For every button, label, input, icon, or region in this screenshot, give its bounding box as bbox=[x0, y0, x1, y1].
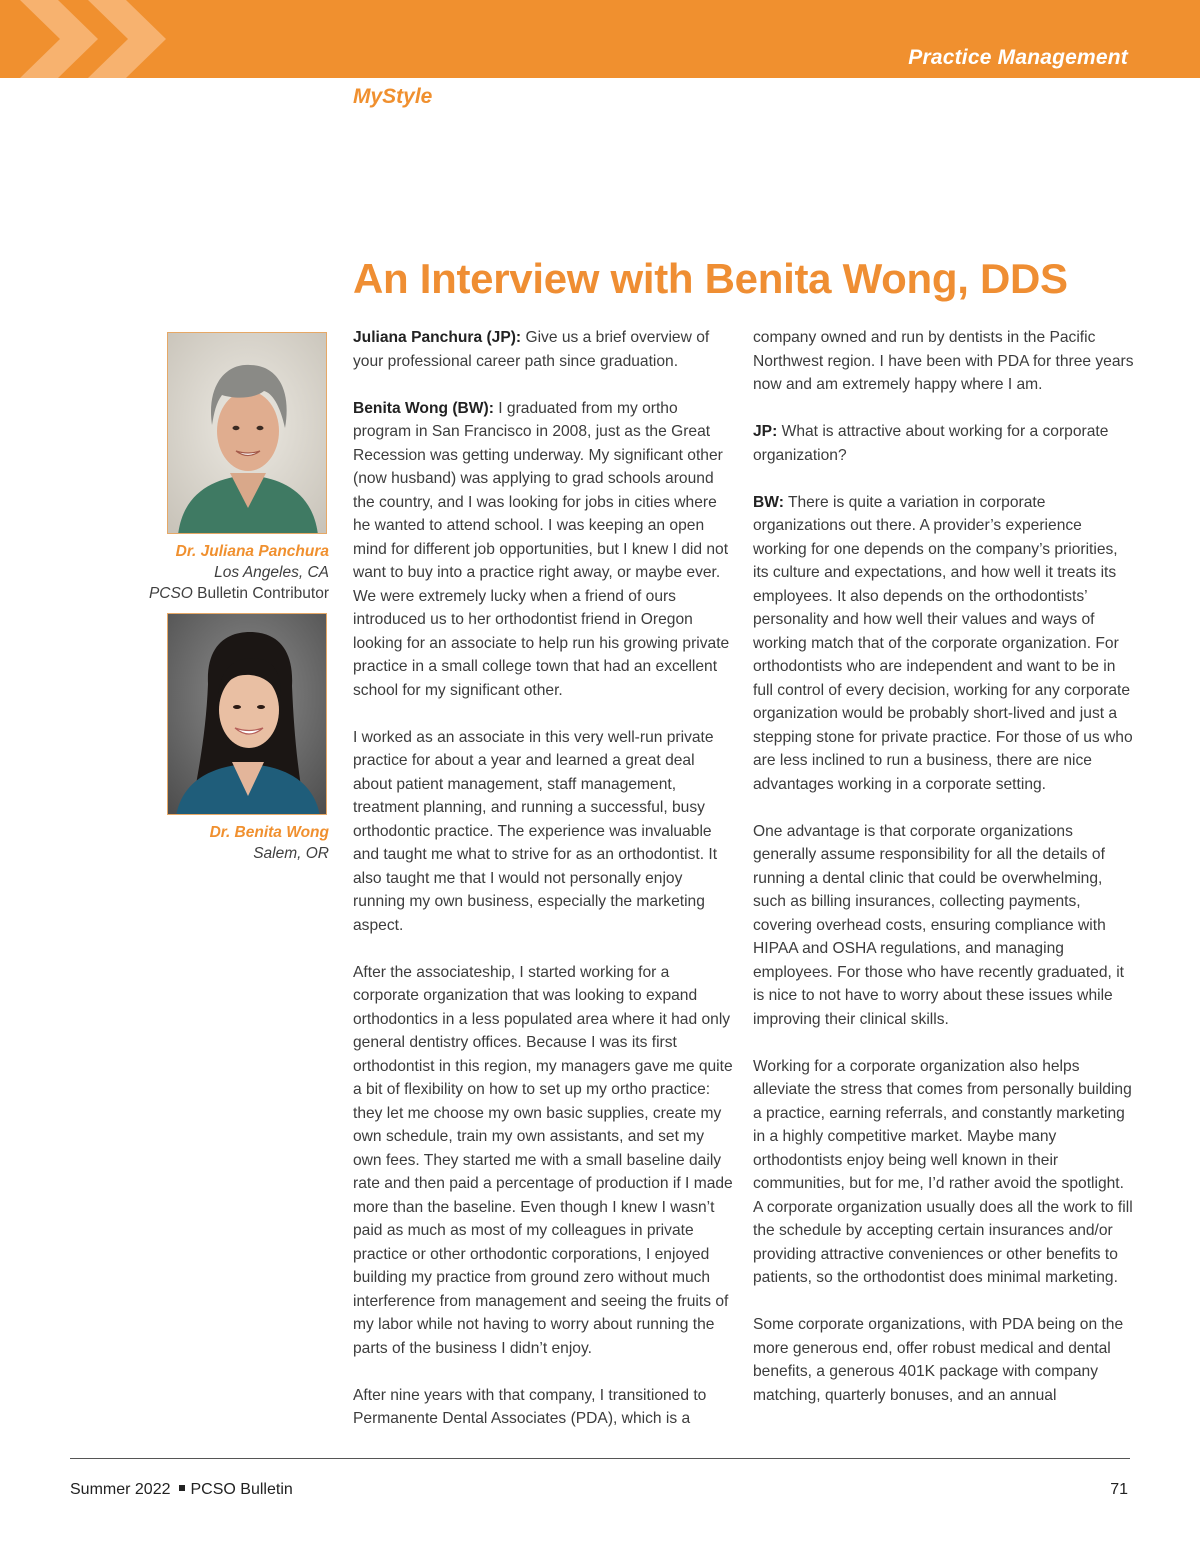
article-paragraph bbox=[353, 397, 733, 703]
contributor-role-suffix: Bulletin Contributor bbox=[192, 585, 329, 602]
paragraph-text: Give us a brief overview of your professional career path since graduation. bbox=[353, 329, 710, 370]
header-banner bbox=[0, 0, 1200, 78]
paragraph-text: Working for a corporate organization also helps alleviate the stress that comes from personally building a practice, earning referrals, and constantly marketing in a highly competitive market. Maybe many orthodontists enjoy being well known in their communities, but for me, I’d rather avoid the spotlight. A corporate organization usually does all the work to fill the schedule by accepting certain insurances and/or providing attractive conveniences or other benefits to patients, so the orthodontist does minimal marketing. bbox=[753, 1057, 1133, 1286]
contributor-role-prefix: PCSO bbox=[148, 585, 193, 602]
footer-rule bbox=[70, 1458, 1130, 1459]
chevron-decoration-icon bbox=[0, 0, 180, 78]
contributor-location: Los Angeles, CA bbox=[214, 564, 329, 581]
paragraph-text: One advantage is that corporate organizations generally assume responsibility for all the details of running a dental clinic that could be overwhelming, such as billing insurances, collecting payments, covering overhead costs, ensuring compliance with HIPAA and OSHA regulations, and managing employees. For those who have recently graduated, it is nice to not have to worry about these issues while improving their clinical skills. bbox=[753, 822, 1124, 1028]
article-paragraph bbox=[753, 491, 1135, 797]
contributor-role bbox=[149, 583, 329, 604]
paragraph-text: After nine years with that company, I transitioned to Permanente Dental Associates (PDA), which is a bbox=[353, 1386, 707, 1427]
article-title: An Interview with Benita Wong, DDS bbox=[353, 255, 1068, 302]
paragraph-text: What is attractive about working for a corporate organization? bbox=[753, 423, 1109, 464]
footer-issue: Summer 2022 bbox=[70, 1481, 171, 1498]
paragraph-text: There is quite a variation in corporate organizations out there. A provider’s experience working for one depends on the company’s priorities, its culture and expectations, and how well it treats its employees. It also depends on the orthodontists’ personality and how well their values and ways of working match that of the corporate organization. For orthodontists who are independent and want to be in full control of every decision, working for any corporate organization would be probably short-lived and just a stepping stone for private practice. For those of us who are less inclined to run a business, there are nice advantages working in a corporate setting. bbox=[753, 493, 1133, 793]
article-paragraph bbox=[353, 326, 733, 373]
article-column-2 bbox=[753, 326, 1135, 1431]
speaker-label: BW: bbox=[753, 493, 784, 511]
article-paragraph bbox=[753, 326, 1135, 397]
interviewee-location: Salem, OR bbox=[253, 845, 329, 862]
article-paragraph bbox=[753, 1313, 1135, 1407]
article-paragraph bbox=[753, 420, 1135, 467]
speaker-label: Benita Wong (BW): bbox=[353, 399, 494, 417]
article-paragraph bbox=[353, 961, 733, 1361]
interviewee-caption bbox=[210, 822, 329, 864]
paragraph-text: company owned and run by dentists in the Pacific Northwest region. I have been with PDA for three years now and am extremely happy where I am. bbox=[753, 329, 1134, 393]
contributor-photo bbox=[167, 332, 327, 534]
speaker-label: Juliana Panchura (JP): bbox=[353, 329, 522, 346]
footer-issue-info bbox=[70, 1481, 293, 1499]
article-column-1 bbox=[353, 326, 733, 1454]
section-label: Practice Management bbox=[908, 46, 1128, 69]
paragraph-text: I graduated from my ortho program in San Francisco in 2008, just as the Great Recession was getting underway. My significant other (now husband) was applying to grad schools around the country, and I was looking for jobs in cities where he wanted to attend school. I was keeping an open mind for different job opportunities, but I knew I did not want to buy into a practice right away, or maybe ever. We were extremely lucky when a friend of ours introduced us to her orthodontist friend in Oregon looking for an associate to help run his growing private practice in a small college town that had an excellent school for my significant other. bbox=[353, 399, 730, 699]
interviewee-name: Dr. Benita Wong bbox=[209, 824, 329, 841]
column-name: MyStyle bbox=[353, 85, 433, 108]
paragraph-text: Some corporate organizations, with PDA being on the more generous end, offer robust medical and dental benefits, a generous 401K package with company matching, quarterly bonuses, and an annual bbox=[753, 1316, 1124, 1404]
square-bullet-icon bbox=[179, 1485, 185, 1491]
article-paragraph bbox=[753, 820, 1135, 1032]
paragraph-text: After the associateship, I started working for a corporate organization that was looking to expand orthodontics in a less populated area where it had only general dentistry offices. Because I was its first orthodontist in this region, my managers gave me quite a bit of flexibility on how to set up my ortho practice: they let me choose my own basic supplies, create my own schedule, train my own assistants, and set my own fees. They started me with a small baseline daily rate and then paid a percentage of production if I made more than the baseline. Even though I knew I wasn’t paid as much as most of my colleagues in private practice or other orthodontic corporations, I enjoyed building my practice from ground zero without much interference from management and seeing the fruits of my labor while not having to worry about running the parts of the business I didn’t enjoy. bbox=[353, 963, 733, 1357]
contributor-caption bbox=[149, 541, 329, 604]
footer-publication: PCSO Bulletin bbox=[190, 1481, 293, 1498]
article-paragraph bbox=[353, 1384, 733, 1431]
paragraph-text: I worked as an associate in this very well-run private practice for about a year and learned a great deal about patient management, staff management, treatment planning, and running a successful, busy orthodontic practice. The experience was invaluable and taught me what to strive for as an orthodontist. It also taught me that I would not personally enjoy running my own business, especially the marketing aspect. bbox=[353, 728, 718, 934]
speaker-label: JP: bbox=[753, 423, 778, 440]
article-paragraph bbox=[753, 1055, 1135, 1290]
contributor-name: Dr. Juliana Panchura bbox=[175, 543, 329, 560]
article-paragraph bbox=[353, 726, 733, 938]
interviewee-photo bbox=[167, 613, 327, 815]
page-number: 71 bbox=[1110, 1481, 1128, 1498]
